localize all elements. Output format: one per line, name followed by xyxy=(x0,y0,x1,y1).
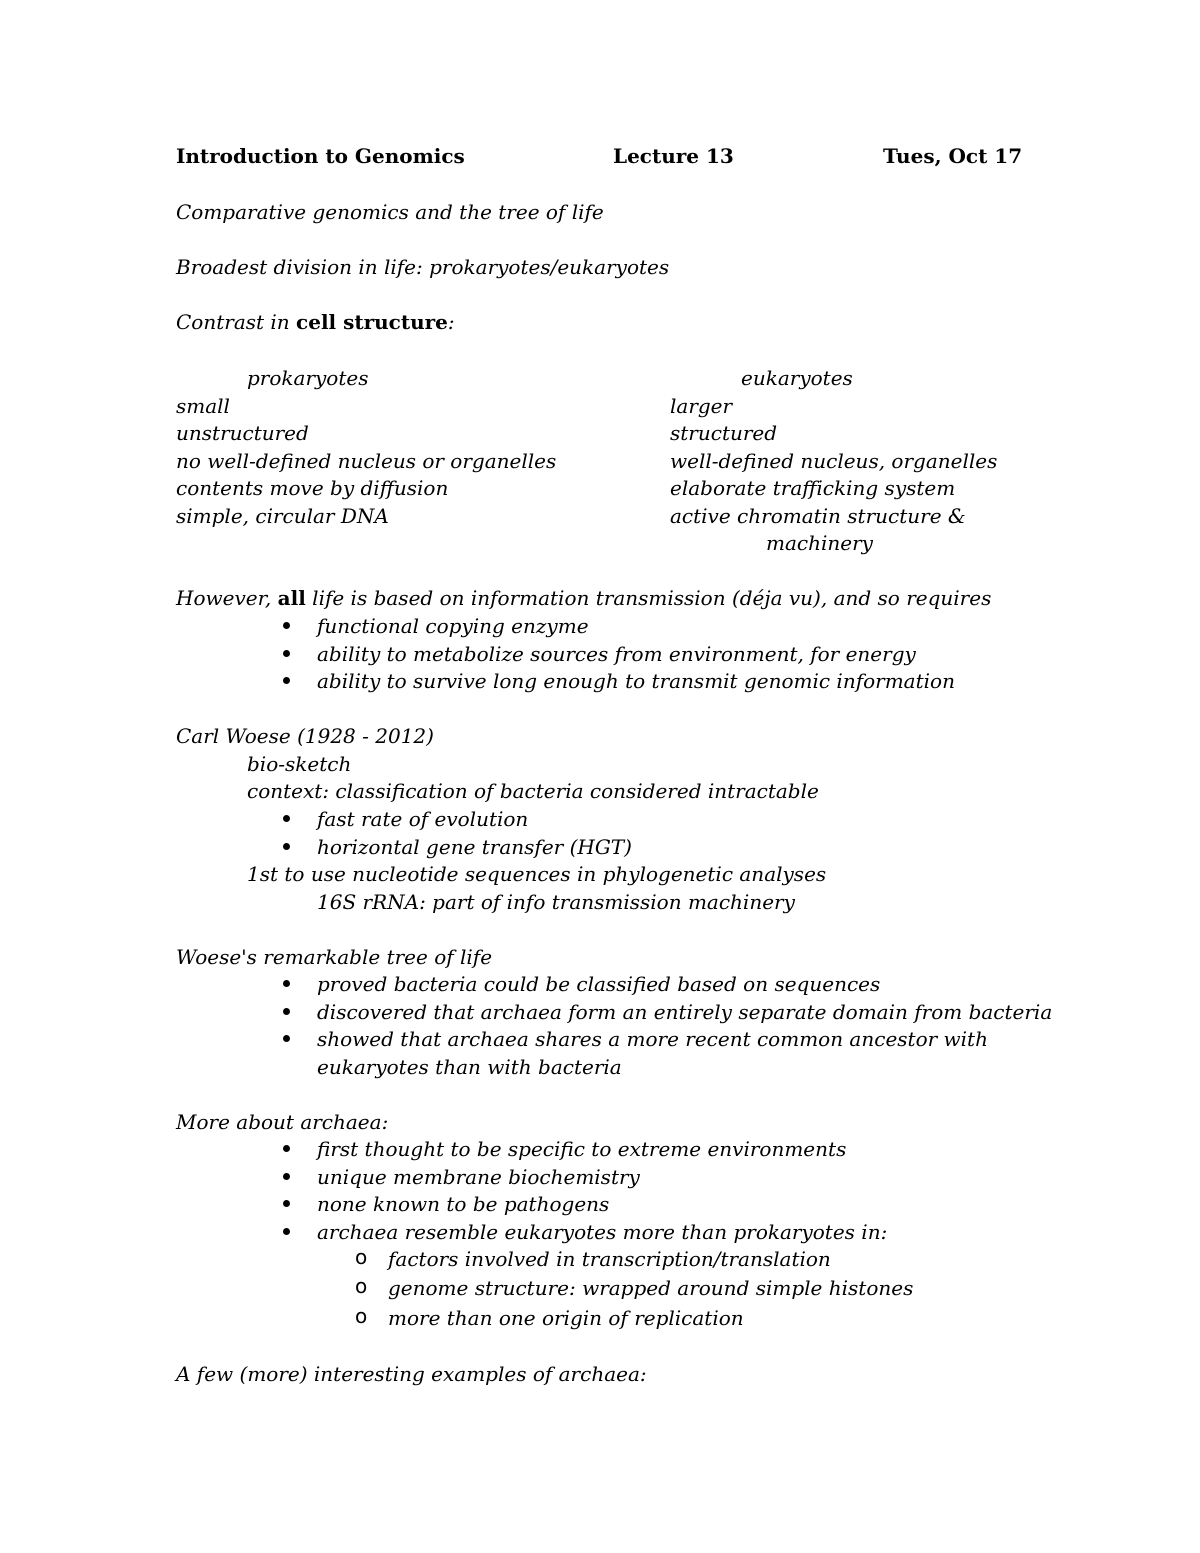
bullet-dot xyxy=(283,1228,290,1235)
sub-bullet-marker: o xyxy=(355,1304,368,1328)
contrast-line xyxy=(176,310,455,334)
eukaryote-trait-cont: machinery xyxy=(766,531,873,555)
lecture-date: Tues, Oct 17 xyxy=(883,144,1023,168)
tree-item: discovered that archaea form an entirely separate domain from bacteria xyxy=(317,1000,1053,1024)
prokaryotes-header: prokaryotes xyxy=(247,366,369,390)
woese-first: 1st to use nucleotide sequences in phylogenetic analyses xyxy=(247,862,827,886)
division-line: Broadest division in life: prokaryotes/eukaryotes xyxy=(176,255,670,279)
requirement-item: ability to metabolize sources from environment, for energy xyxy=(317,642,916,666)
bullet-dot xyxy=(283,1008,290,1015)
bullet-dot xyxy=(283,815,290,822)
context-item: horizontal gene transfer (HGT) xyxy=(317,835,632,859)
examples-heading: A few (more) interesting examples of archaea: xyxy=(176,1362,647,1386)
sub-bullet-marker: o xyxy=(355,1245,368,1269)
eukaryotes-header: eukaryotes xyxy=(741,366,853,390)
archaea-item: unique membrane biochemistry xyxy=(317,1165,640,1189)
woese-heading: Carl Woese (1928 - 2012) xyxy=(176,724,434,748)
archaea-subitem: more than one origin of replication xyxy=(388,1306,744,1330)
eukaryote-trait: active chromatin structure & xyxy=(670,504,966,528)
prokaryote-trait: simple, circular DNA xyxy=(176,504,389,528)
bullet-dot xyxy=(283,1145,290,1152)
eukaryote-trait: well-defined nucleus, organelles xyxy=(670,449,998,473)
archaea-item: archaea resemble eukaryotes more than prokaryotes in: xyxy=(317,1220,888,1244)
woese-context: context: classification of bacteria considered intractable xyxy=(247,779,819,803)
contrast-post: : xyxy=(447,310,455,334)
bullet-dot xyxy=(283,843,290,850)
bullet-dot xyxy=(283,1035,290,1042)
eukaryote-trait: larger xyxy=(670,394,733,418)
however-post: life is based on information transmission (déja vu), and so requires xyxy=(305,586,992,610)
eukaryote-trait: structured xyxy=(670,421,778,445)
bullet-dot xyxy=(283,622,290,629)
tree-item: showed that archaea shares a more recent common ancestor with xyxy=(317,1027,988,1051)
archaea-item: first thought to be specific to extreme environments xyxy=(317,1137,847,1161)
contrast-pre: Contrast in xyxy=(176,310,297,334)
bullet-dot xyxy=(283,1173,290,1180)
context-item: fast rate of evolution xyxy=(317,807,529,831)
requirement-item: functional copying enzyme xyxy=(317,614,589,638)
lecture-number: Lecture 13 xyxy=(613,144,734,168)
prokaryote-trait: unstructured xyxy=(176,421,309,445)
bullet-dot xyxy=(283,677,290,684)
bullet-dot xyxy=(283,650,290,657)
archaea-heading: More about archaea: xyxy=(176,1110,389,1134)
archaea-subitem: factors involved in transcription/translation xyxy=(388,1247,831,1271)
woese-rrna: 16S rRNA: part of info transmission machinery xyxy=(317,890,795,914)
bullet-dot xyxy=(283,980,290,987)
requirement-item: ability to survive long enough to transmit genomic information xyxy=(317,669,955,693)
archaea-item: none known to be pathogens xyxy=(317,1192,610,1216)
eukaryote-trait: elaborate trafficking system xyxy=(670,476,956,500)
archaea-subitem: genome structure: wrapped around simple histones xyxy=(388,1276,914,1300)
tree-item: proved bacteria could be classified based on sequences xyxy=(317,972,881,996)
tree-item-cont: eukaryotes than with bacteria xyxy=(317,1055,622,1079)
prokaryote-trait: no well-defined nucleus or organelles xyxy=(176,449,557,473)
course-title: Introduction to Genomics xyxy=(176,144,465,168)
bio-sketch: bio-sketch xyxy=(247,752,352,776)
however-pre: However, xyxy=(176,586,278,610)
sub-bullet-marker: o xyxy=(355,1274,368,1298)
however-line xyxy=(176,586,991,610)
prokaryote-trait: small xyxy=(176,394,230,418)
tree-heading: Woese's remarkable tree of life xyxy=(176,945,493,969)
prokaryote-trait: contents move by diffusion xyxy=(176,476,449,500)
topic-line: Comparative genomics and the tree of life xyxy=(176,200,604,224)
bullet-dot xyxy=(283,1200,290,1207)
however-bold: all xyxy=(277,586,306,610)
contrast-bold: cell structure xyxy=(296,310,448,334)
